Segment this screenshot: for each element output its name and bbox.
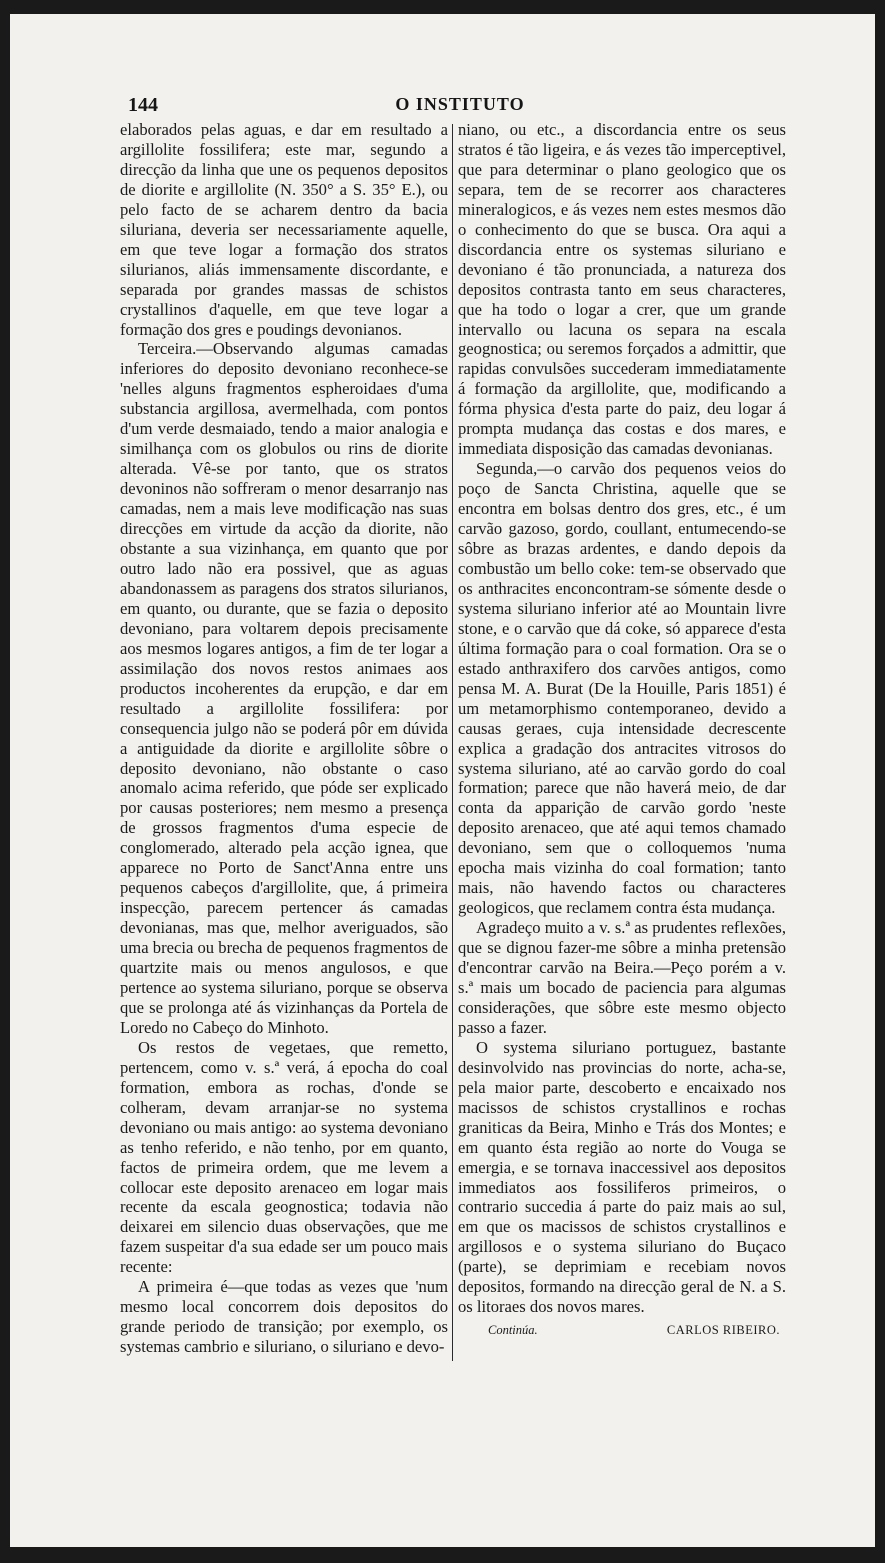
paragraph: Terceira.—Observando algumas camadas inferiores do deposito devoniano reconhece-se 'nelles alguns fragmentos espheroidaes d'uma substancia argillosa, avermelhada, com pontos d'um verde desmaiado, tendo a maior analogia e similhança com os globulos ou rins de diorite alterada. Vê-se por tanto, que os stratos devoninos não soffreram o menor desarranjo nas camadas, nem a mais leve modificação nas suas direcções em virtude da acção da diorite, não obstante a sua vizinhança, em quanto que por outro lado não era possivel, que as aguas abandonassem as paragens dos stratos silurianos, em quanto, ou durante, que se fazia o deposito devoniano, para voltarem depois precisamente aos mesmos logares antigos, a fim de ter logar a assimilação dos novos restos animaes aos productos incoherentes da erupção, e dar em resultado a argillolite fossilifera: por consequencia julgo não se poderá pôr em dúvida a antiguidade da diorite e argillolite sôbre o deposito devoniano, não obstante o caso anomalo acima referido, que póde ser explicado por causas posteriores; nem mesmo a presença de grossos fragmentos d'uma especie de conglomerado, alterado pela acção ignea, que apparece no Porto de Sanct'Anna entre uns pequenos cabeços d'argillolite, que, á primeira inspecção, parecem pertencer ás camadas devonianas, mas que, melhor averiguados, são uma brecia ou brecha de pequenos fragmentos de quartzite mais ou menos angulosos, e que pertence ao systema siluriano, porque se observa que se prolonga até ás vizinhanças da Portela de Loredo no Cabeço do Minhoto. xyxy=(120,339,448,1037)
left-column xyxy=(120,120,448,1357)
column-divider xyxy=(452,124,453,1361)
paragraph: Segunda,—o carvão dos pequenos veios do poço de Sancta Christina, aquelle que se encontra em bolsas dentro dos gres, etc., é um carvão gazoso, gordo, coullant, entumecendo-se sôbre as brazas ardentes, e dando depois da combustão um bello coke: tem-se observado que os anthracites enconcontram-se sómente desde o systema siluriano inferior até ao Mountain livre stone, e o carvão que dá coke, só apparece d'esta última formação para o coal formation. Ora se o estado anthraxifero dos carvões antigos, como pensa M. A. Burat (De la Houille, Paris 1851) é um metamorphismo contemporaneo, devido a causas geraes, cuja intensidade decrescente explica a gradação dos antracites vitrosos do systema siluriano, até ao carvão gordo do coal formation; parece que não haverá meio, de dar conta da apparição de carvão gordo 'neste deposito arenaceo, que até aqui temos chamado devoniano, sem que o colloquemos 'numa epocha mais vizinha do coal formation; tanto mais, não havendo factos ou characteres geologicos, que reclamem contra ésta mudança. xyxy=(458,459,786,918)
author-name: CARLOS RIBEIRO. xyxy=(666,1323,780,1338)
paragraph: elaborados pelas aguas, e dar em resultado a argillolite fossilifera; este mar, segundo a direcção da linha que une os pequenos depositos de diorite e argillolite (N. 350° a S. 35° E.), ou pelo facto de se acharem dentro da bacia siluriana, deveria ser necessariamente aquelle, em que teve logar a formação dos stratos silurianos, aliás immensamente discordante, e separada por grandes massas de schistos crystallinos d'aquelle, em que teve logar a formação dos gres e poudings devonianos. xyxy=(120,120,448,339)
paragraph: A primeira é—que todas as vezes que 'num mesmo local concorrem dois depositos do grande periodo de transição; por exemplo, os systemas cambrio e siluriano, o siluriano e devo- xyxy=(120,1277,448,1357)
paragraph: O systema siluriano portuguez, bastante desinvolvido nas provincias do norte, acha-se, pela maior parte, descoberto e encaixado nos macissos de schistos crystallinos e rochas graniticas da Beira, Minho e Trás dos Montes; e em quanto ésta região ao norte do Vouga se emergia, e se tornava inaccessivel aos depositos immediatos aos fossiliferos primeiros, o contrario succedia á parte do paiz mais ao sul, em que os macissos de schistos crystallinos e argillosos e o systema siluriano do Buçaco (parte), se deprimiam e recebiam novos depositos, formando na direcção geral de N. a S. os litoraes dos novos mares. xyxy=(458,1037,786,1317)
paragraph: niano, ou etc., a discordancia entre os seus stratos é tão ligeira, e ás vezes tão imperceptivel, que para determinar o plano geologico que os separa, tem de se recorrer aos characteres mineralogicos, e ás vezes nem estes mesmos dão o conhecimento do que se busca. Ora aqui a discordancia entre os systemas siluriano e devoniano é tão pronunciada, a natureza dos depositos contrasta tanto em seus characteres, que ha todo o logar a crer, que um grande intervallo ou lacuna os separa na escala geognostica; ou seremos forçados a admittir, que rapidas convulsões succederam immediatamente á formação da argillolite, que, modificando a fórma physica d'esta parte do paiz, deu logar á prompta mudança das costas e dos mares, e immediata disposição das camadas devonianas. xyxy=(458,120,786,459)
journal-title: O INSTITUTO xyxy=(395,94,525,114)
continua-label: Continúa. xyxy=(488,1323,538,1338)
page-number: 144 xyxy=(128,94,158,116)
page-header xyxy=(128,90,792,120)
paragraph: Agradeço muito a v. s.ª as prudentes reflexões, que se dignou fazer-me sôbre a minha pretensão d'encontrar carvão na Beira.—Peço porém a v. s.ª mais um bocado de paciencia para algumas considerações, que sôbre este mesmo objecto passo a fazer. xyxy=(458,918,786,1037)
paragraph: Os restos de vegetaes, que remetto, pertencem, como v. s.ª verá, á epocha do coal formation, embora as rochas, d'onde se colheram, devam arranjar-se no systema devoniano ou mais antigo: ao systema devoniano as tenho referido, e não tenho, por em quanto, factos de primeira ordem, que me levem a collocar este deposito arenaceo em logar mais recente da escala geognostica; todavia não deixarei em silencio duas observações, que me fazem suspeitar d'a sua edade ser um pouco mais recente: xyxy=(120,1037,448,1277)
signature-line xyxy=(458,1321,786,1341)
right-column xyxy=(458,120,786,1341)
